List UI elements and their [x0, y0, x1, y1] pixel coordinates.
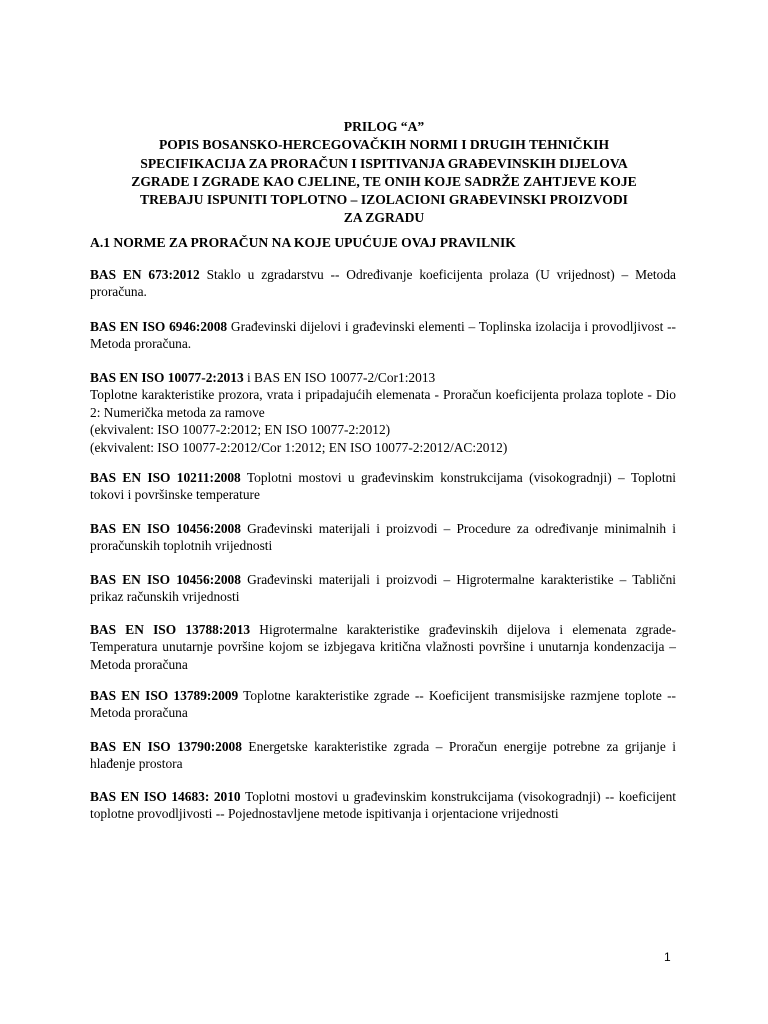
title-line: ZA ZGRADU [343, 210, 425, 226]
standard-entry [90, 318, 676, 353]
section-heading: A.1 NORME ZA PRORAČUN NA KOJE UPUĆUJE OVAJ PRAVILNIK [90, 235, 516, 250]
standard-equivalent: (ekvivalent: ISO 10077-2:2012; EN ISO 10077-2:2012) [90, 422, 391, 438]
standard-code: BAS EN ISO 10211:2008 [90, 470, 241, 485]
title-line: TREBAJU ISPUNITI TOPLOTNO – IZOLACIONI GRAĐEVINSKI PROIZVODI [140, 192, 628, 208]
standard-code: BAS EN ISO 10456:2008 [90, 572, 241, 587]
standard-code: BAS EN ISO 14683: 2010 [90, 789, 241, 804]
standard-description: Građevinski materijali i proizvodi – Procedure za određivanje minimalnih i proračunskih toplotnih vrijednosti [90, 521, 676, 554]
standard-description: Energetske karakteristike zgrada – Proračun energije potrebne za grijanje i hlađenje prostora [90, 739, 676, 772]
standard-code: BAS EN ISO 13790:2008 [90, 739, 242, 754]
page-number: 1 [664, 950, 671, 964]
standard-description: Staklo u zgradarstvu -- Određivanje koeficijenta prolaza (U vrijednost) – Metoda proračuna. [90, 267, 676, 300]
document-title [90, 118, 678, 228]
standard-entry [90, 738, 676, 773]
title-line: ZGRADE I ZGRADE KAO CJELINE, TE ONIH KOJE SADRŽE ZAHTJEVE KOJE [131, 173, 637, 189]
standard-code: BAS EN ISO 6946:2008 [90, 319, 228, 334]
standard-entry [90, 266, 676, 301]
standard-code: BAS EN ISO 10456:2008 [90, 521, 241, 536]
standard-description: Toplotni mostovi u građevinskim konstrukcijama (visokogradnji) -- koeficijent toplotne provodljivosti -- Pojednostavljene metode ispitivanja i orjentacione vrijednosti [90, 789, 676, 822]
standard-entry [90, 520, 676, 555]
standard-description: Toplotne karakteristike zgrade -- Koeficijent transmisijske razmjene toplote -- Metoda proračuna [90, 688, 676, 721]
standard-entry [90, 621, 676, 673]
standard-code: BAS EN 673:2012 [90, 267, 200, 282]
standard-description: Higrotermalne karakteristike građevinskih dijelova i elemenata zgrade- Temperatura unutarnje površine kojom se izbjegava kritična vlažnosti površine i unutarnja kondenzacija – Metoda proračuna [90, 622, 676, 672]
standard-code: BAS EN ISO 13789:2009 [90, 688, 239, 703]
standard-code: BAS EN ISO 13788:2013 [90, 622, 251, 637]
standard-code: BAS EN ISO 10077-2:2013 [90, 370, 244, 385]
standard-description: Toplotni mostovi u građevinskim konstrukcijama (visokogradnji) – Toplotni tokovi i površinske temperature [90, 470, 677, 503]
standard-description: Toplotne karakteristike prozora, vrata i pripadajućih elemenata - Proračun koeficijenta prolaza toplote - Dio 2: Numerička metoda za ramove [90, 387, 676, 420]
standard-equivalent: (ekvivalent: ISO 10077-2:2012/Cor 1:2012; EN ISO 10077-2:2012/AC:2012) [90, 439, 508, 455]
standard-description: Građevinski dijelovi i građevinski elementi – Toplinska izolacija i provodljivost -- Metoda proračuna. [90, 319, 677, 352]
standard-entry [90, 788, 676, 823]
title-line: SPECIFIKACIJA ZA PRORAČUN I ISPITIVANJA GRAĐEVINSKIH DIJELOVA [140, 155, 628, 171]
standard-description: Građevinski materijali i proizvodi – Higrotermalne karakteristike – Tablični prikaz računskih vrijednosti [90, 572, 676, 605]
title-line: PRILOG “A” [343, 119, 425, 134]
standard-entry [90, 469, 676, 504]
standard-related: i BAS EN ISO 10077-2/Cor1:2013 [243, 370, 436, 385]
standard-entry [90, 571, 676, 606]
title-line: POPIS BOSANSKO-HERCEGOVAČKIH NORMI I DRUGIH TEHNIČKIH [158, 137, 610, 153]
standard-entry [90, 369, 676, 456]
standard-entry [90, 687, 676, 722]
